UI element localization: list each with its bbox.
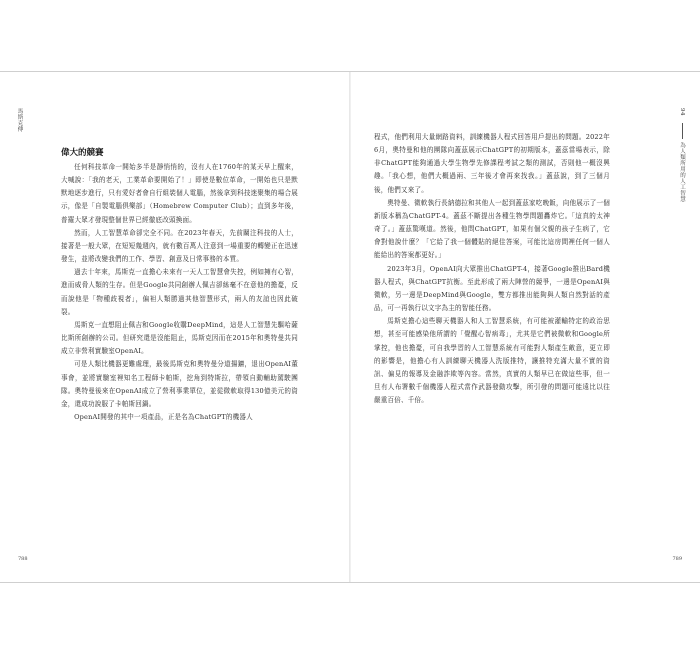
running-head-dash bbox=[682, 123, 683, 139]
left-page-body bbox=[61, 161, 298, 424]
chapter-number: 94 bbox=[679, 108, 685, 116]
chapter-title: 為人類所用的人工智慧 bbox=[679, 142, 685, 202]
right-page bbox=[351, 72, 700, 582]
left-paragraph-3: 過去十年來，馬斯克一直擔心未來有一天人工智慧會失控，例如擁有心智，進而威脅人類的生存。但是Google共同創辦人佩吉卻絲毫不在意他的擔憂，反而說他是「物種歧視者」，偏袒人類勝過其他智慧形式，兩人的友誼也因此破裂。 bbox=[61, 268, 298, 316]
left-paragraph-6: OpenAI開發的其中一項產品，正是名為ChatGPT的機器人 bbox=[74, 412, 253, 421]
right-running-head bbox=[679, 108, 685, 202]
left-page-number: 788 bbox=[18, 556, 28, 562]
left-paragraph-4: 馬斯克一直想阻止佩吉和Google收購DeepMind，這是人工智慧先驅哈薩比斯所創辦的公司。但研究還是沒能阻止，馬斯克因而在2015年和奧特曼共同成立非營利實驗室OpenAI。 bbox=[61, 320, 298, 356]
right-paragraph-1: 程式，他們利用大量網路資料，訓練機器人程式回答用戶提出的問題。2022年6月，奧特曼和他的團隊向蓋茲展示ChatGPT的初期版本，蓋茲當場表示，除非ChatGPT能夠通過大學生物學先修課程考試之類的測試，否則他一概沒興趣。「我心想，他們大概過兩、三年後才會再來找我。」蓋茲說，到了三個月後，他們又來了。 bbox=[374, 133, 610, 194]
left-running-head: 馬斯克傳 bbox=[16, 108, 23, 132]
bottom-divider bbox=[0, 582, 700, 583]
right-page-body bbox=[374, 131, 610, 407]
right-paragraph-4: 馬斯克擔心這些聊天機器人和人工智慧系統，有可能被灌輸特定的政治思想，甚至可能感染他所謂的「覺醒心智病毒」，尤其是它們被微軟和Google所掌控，他也擔憂，可自我學習的人工智慧系統有可能對人類產生敵意，更立即的影響是，他擔心有人訓練聊天機器人洗版推特，讓推特充滿大量不實的資訊、偏見的報導及金融詐欺等內容。當然，真實的人類早已在做這些事，但一旦有人布署數千個機器人程式當作武器發動攻擊，所引發的問題可能遠比以往嚴重百倍、千倍。 bbox=[374, 317, 610, 405]
left-paragraph-2: 然而，人工智慧革命卻完全不同。在2023年春天，先前關注科技的人士，接著是一般大眾，在短短幾週內，就有數百萬人注意到一場重要的轉變正在迅速發生，並將改變我們的工作、學習、創意及日常事務的本質。 bbox=[61, 228, 298, 264]
left-paragraph-5: 可是人類比機器更難處理，最後馬斯克和奧特曼分道揚鑣，退出OpenAI董事會，並將實驗室裡知名工程師卡帕斯，挖角到特斯拉，帶領自動輔助駕駛團隊。奧特曼後來在OpenAI成立了營利事業單位，並從微軟取得130億美元的資金，還成功說服了卡帕斯回鍋。 bbox=[61, 360, 298, 408]
left-page bbox=[0, 72, 349, 582]
right-page-number: 789 bbox=[672, 556, 682, 562]
left-paragraph-1: 任何科技革命一開始多半是靜悄悄的，沒有人在1760年的某天早上醒來，大喊說：「我的老天，工業革命要開始了！」即使是數位革命，一開始也只是默默地逐步進行，只有愛好者會自行組裝個人電腦，然後拿到科技迷聚集的場合展示，像是「自製電腦俱樂部」（Homebrew Computer Club）；直到多年後，普羅大眾才發現整個世界已經徹底改頭換面。 bbox=[61, 163, 298, 224]
right-paragraph-3: 2023年3月，OpenAI向大眾推出ChatGPT-4，接著Google推出Bard機器人程式，與ChatGPT抗衡。至此形成了兩大陣營的競爭，一邊是OpenAI與微軟，另一邊是DeepMind與Google，雙方都推出能夠與人類自然對話的產品，可一再執行以文字為主的智能任務。 bbox=[374, 264, 610, 313]
right-paragraph-2: 奧特曼、微軟執行長納德拉和其他人一起到蓋茲家吃晚飯，向他展示了一個新版本稱為ChatGPT-4。蓋茲不斷提出各種生物學問題轟炸它。「這真的太神奇了。」蓋茲驚嘆道。然後，他問ChatGPT，如果有個父親的孩子生病了，它會對他說什麼？「它給了我一個體貼的絕佳答案，可能比這房間裡任何一個人能給出的答案都更好。」 bbox=[374, 198, 610, 260]
section-heading: 偉大的競賽 bbox=[61, 148, 104, 158]
